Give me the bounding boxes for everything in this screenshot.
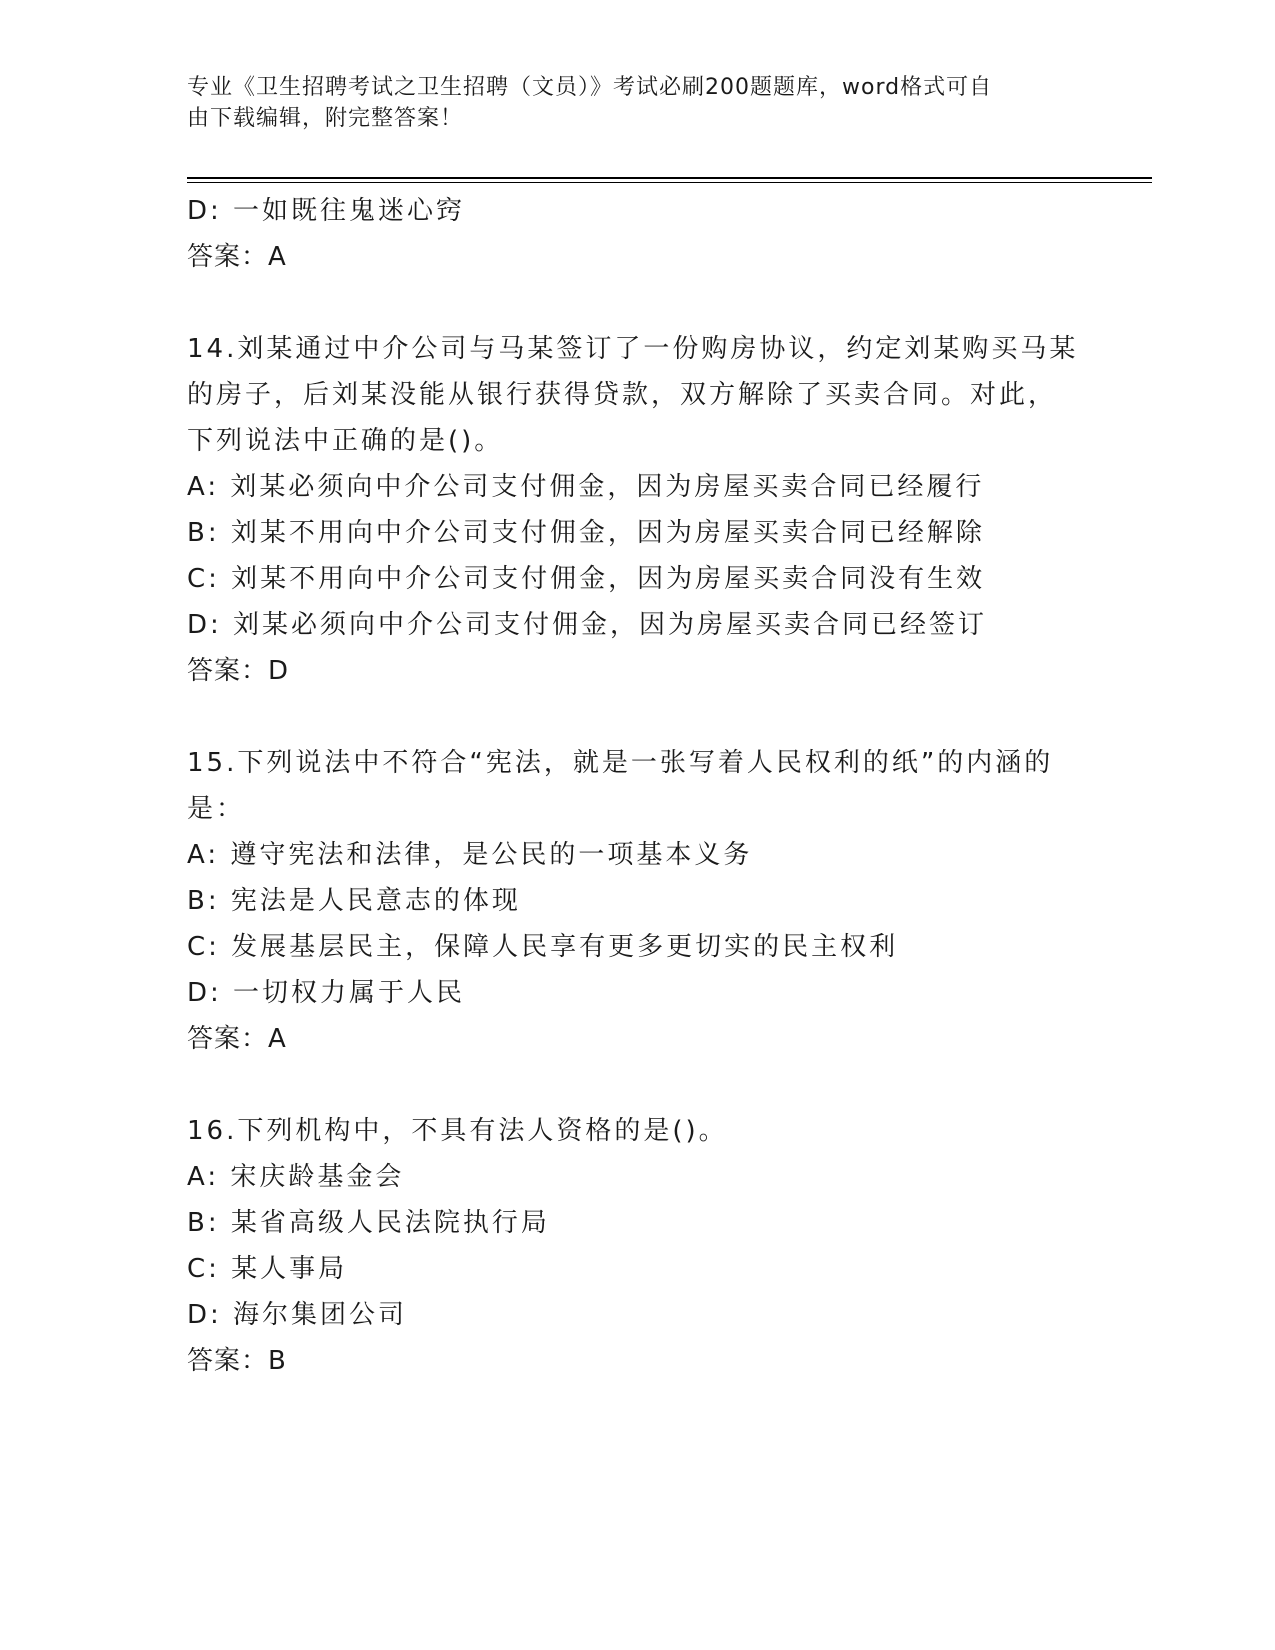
option-a: A: 遵守宪法和法律，是公民的一项基本义务 xyxy=(187,840,753,870)
spacer xyxy=(187,1062,1087,1108)
question-stem-line: 16.下列机构中，不具有法人资格的是()。 xyxy=(187,1116,728,1146)
option-d: D: 海尔集团公司 xyxy=(187,1300,408,1330)
answer: 答案：A xyxy=(187,242,287,272)
header-rule-thick xyxy=(187,177,1152,179)
question-stem-line: 14.刘某通过中介公司与马某签订了一份购房协议，约定刘某购买马某 xyxy=(187,334,1079,364)
option-d: D: 刘某必须向中介公司支付佣金，因为房屋买卖合同已经签订 xyxy=(187,610,988,640)
document-body xyxy=(187,188,1087,1384)
option-a: A: 宋庆龄基金会 xyxy=(187,1162,405,1192)
header-line-1: 专业《卫生招聘考试之卫生招聘（文员）》考试必刷200题题库，word格式可自 xyxy=(187,75,993,100)
question-stem-line: 15.下列说法中不符合“宪法，就是一张写着人民权利的纸”的内涵的 xyxy=(187,748,1054,778)
prev-question-tail xyxy=(187,188,1087,280)
option-c: C: 某人事局 xyxy=(187,1254,348,1284)
option-c: C: 发展基层民主，保障人民享有更多更切实的民主权利 xyxy=(187,932,899,962)
option-d: D: 一切权力属于人民 xyxy=(187,978,466,1008)
option-d: D: 一如既往鬼迷心窍 xyxy=(187,196,466,226)
question-stem-line: 下列说法中正确的是()。 xyxy=(187,426,504,456)
question-stem-line: 是： xyxy=(187,794,246,824)
document-header xyxy=(187,72,1067,134)
header-rule-thin xyxy=(187,182,1152,183)
option-a: A: 刘某必须向中介公司支付佣金，因为房屋买卖合同已经履行 xyxy=(187,472,985,502)
question-14 xyxy=(187,326,1087,694)
option-c: C: 刘某不用向中介公司支付佣金，因为房屋买卖合同没有生效 xyxy=(187,564,986,594)
answer: 答案：D xyxy=(187,656,290,686)
answer: 答案：B xyxy=(187,1346,287,1376)
option-b: B: 宪法是人民意志的体现 xyxy=(187,886,521,916)
option-b: B: 某省高级人民法院执行局 xyxy=(187,1208,550,1238)
question-15 xyxy=(187,740,1087,1062)
spacer xyxy=(187,694,1087,740)
question-stem-line: 的房子，后刘某没能从银行获得贷款，双方解除了买卖合同。对此， xyxy=(187,380,1058,410)
question-16 xyxy=(187,1108,1087,1384)
option-b: B: 刘某不用向中介公司支付佣金，因为房屋买卖合同已经解除 xyxy=(187,518,985,548)
header-line-2: 由下载编辑，附完整答案！ xyxy=(187,106,464,131)
answer: 答案：A xyxy=(187,1024,287,1054)
spacer xyxy=(187,280,1087,326)
